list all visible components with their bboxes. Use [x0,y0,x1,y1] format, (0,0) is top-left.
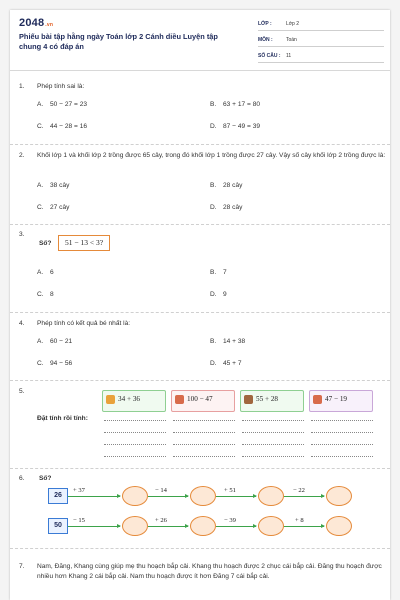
arrow [68,526,120,527]
answer-line[interactable] [311,432,373,433]
answer-line[interactable] [242,420,304,421]
meta-question-count: SỐ CÂU : 11 [258,50,384,63]
answer-line[interactable] [104,444,166,445]
chain1-blank-2[interactable] [190,486,216,506]
chain2-op-1: − 15 [73,517,85,524]
chain1-op-1: + 37 [73,487,85,494]
divider [10,468,390,469]
divider [10,224,390,225]
answer-line[interactable] [173,444,235,445]
arrow [284,496,324,497]
answer-line[interactable] [173,456,235,457]
arrow [284,526,324,527]
q5-prompt: Đặt tính rồi tính: [37,415,88,422]
divider [10,548,390,549]
q5-card-3: 55 + 28 [240,390,304,412]
q5-card-4: 47 − 19 [309,390,373,412]
answer-line[interactable] [242,456,304,457]
chain2-blank-3[interactable] [258,516,284,536]
chain1-op-3: + 51 [224,487,236,494]
animal-icon [106,395,115,404]
arrow [216,496,256,497]
chain1-blank-1[interactable] [122,486,148,506]
arrow [216,526,256,527]
divider [10,380,390,381]
answer-line[interactable] [311,444,373,445]
chain1-blank-4[interactable] [326,486,352,506]
divider [10,312,390,313]
meta-class: LỚP : Lớp 2 [258,18,384,31]
answer-line[interactable] [173,420,235,421]
brand-logo: 2048.vn [19,17,54,29]
chain2-op-2: + 26 [155,517,167,524]
chain2-blank-1[interactable] [122,516,148,536]
chain1-op-4: − 22 [293,487,305,494]
chain2-blank-4[interactable] [326,516,352,536]
answer-line[interactable] [242,444,304,445]
arrow [68,496,120,497]
answer-line[interactable] [104,432,166,433]
answer-line[interactable] [104,456,166,457]
answer-line[interactable] [173,432,235,433]
answer-line[interactable] [311,456,373,457]
chain2-start: 50 [48,518,68,534]
animal-icon [244,395,253,404]
meta-subject: MÔN : Toán [258,34,384,47]
q6-prompt: Số? [39,475,52,482]
animal-icon [313,395,322,404]
animal-icon [175,395,184,404]
q5-card-1: 34 + 36 [102,390,166,412]
worksheet-title: Phiếu bài tập hằng ngày Toán lớp 2 Cánh diều Luyện tập chung 4 có đáp án [19,32,218,51]
chain1-op-2: − 14 [155,487,167,494]
chain2-op-4: + 8 [295,517,304,524]
q3-expression-box: 51 − 13 < 3? [58,235,110,251]
worksheet-page: 2048.vn Phiếu bài tập hằng ngày Toán lớp 2 Cánh diều Luyện tập chung 4 có đáp án LỚP : Lớp 2 MÔN : Toán SỐ CÂU : 11 1. Phép tính sai là: A. 50 − 27 = 23 B. 63 + 17 = 80 C. 44 − 28 = 16 D. 87 − 49 = 39 2. Khối lớp 1 và khối lớp 2 trồng được 65 cây, trong đó khối lớp 1 trồng được 27 cây. Vậy số cây khối lớp 2 trồng được là: A. 38 cây B. 28 cây C. 27 cây D. 28 cây 3. Số? 51 − 13 < 3? A. 6 B. 7 C. 8 D. 9 4. Phép tính có kết quả bé nhất là: A. 60 − 21 B. 14 + 38 C. 94 − 56 D. 45 + 7 5. 34 + 36 100 − 47 55 + 28 47 − 19 Đặt tính rồi tính: 6. Số? 26 + 37 − 14 + 51 − 22 50 − 15 + 26 − 39 + 8 7. Nam, Đăng, Khang cùng giúp mẹ thu hoạch bắp cải. Khang thu hoạch được 2 chục cái bắp cải. Đăng thu hoạch được nhiều hơn Khang 2 cái bắp cải. Nam thu hoạch được ít hơn Đăng 7 cái bắp cải. [10,10,390,600]
chain1-blank-3[interactable] [258,486,284,506]
chain2-blank-2[interactable] [190,516,216,536]
worksheet-header [10,10,390,71]
arrow [148,526,188,527]
chain2-op-3: − 39 [224,517,236,524]
q3-prompt: Số? [39,240,52,247]
answer-line[interactable] [311,420,373,421]
divider [10,144,390,145]
arrow [148,496,188,497]
answer-line[interactable] [104,420,166,421]
q5-card-2: 100 − 47 [171,390,235,412]
chain1-start: 26 [48,488,68,504]
answer-line[interactable] [242,432,304,433]
